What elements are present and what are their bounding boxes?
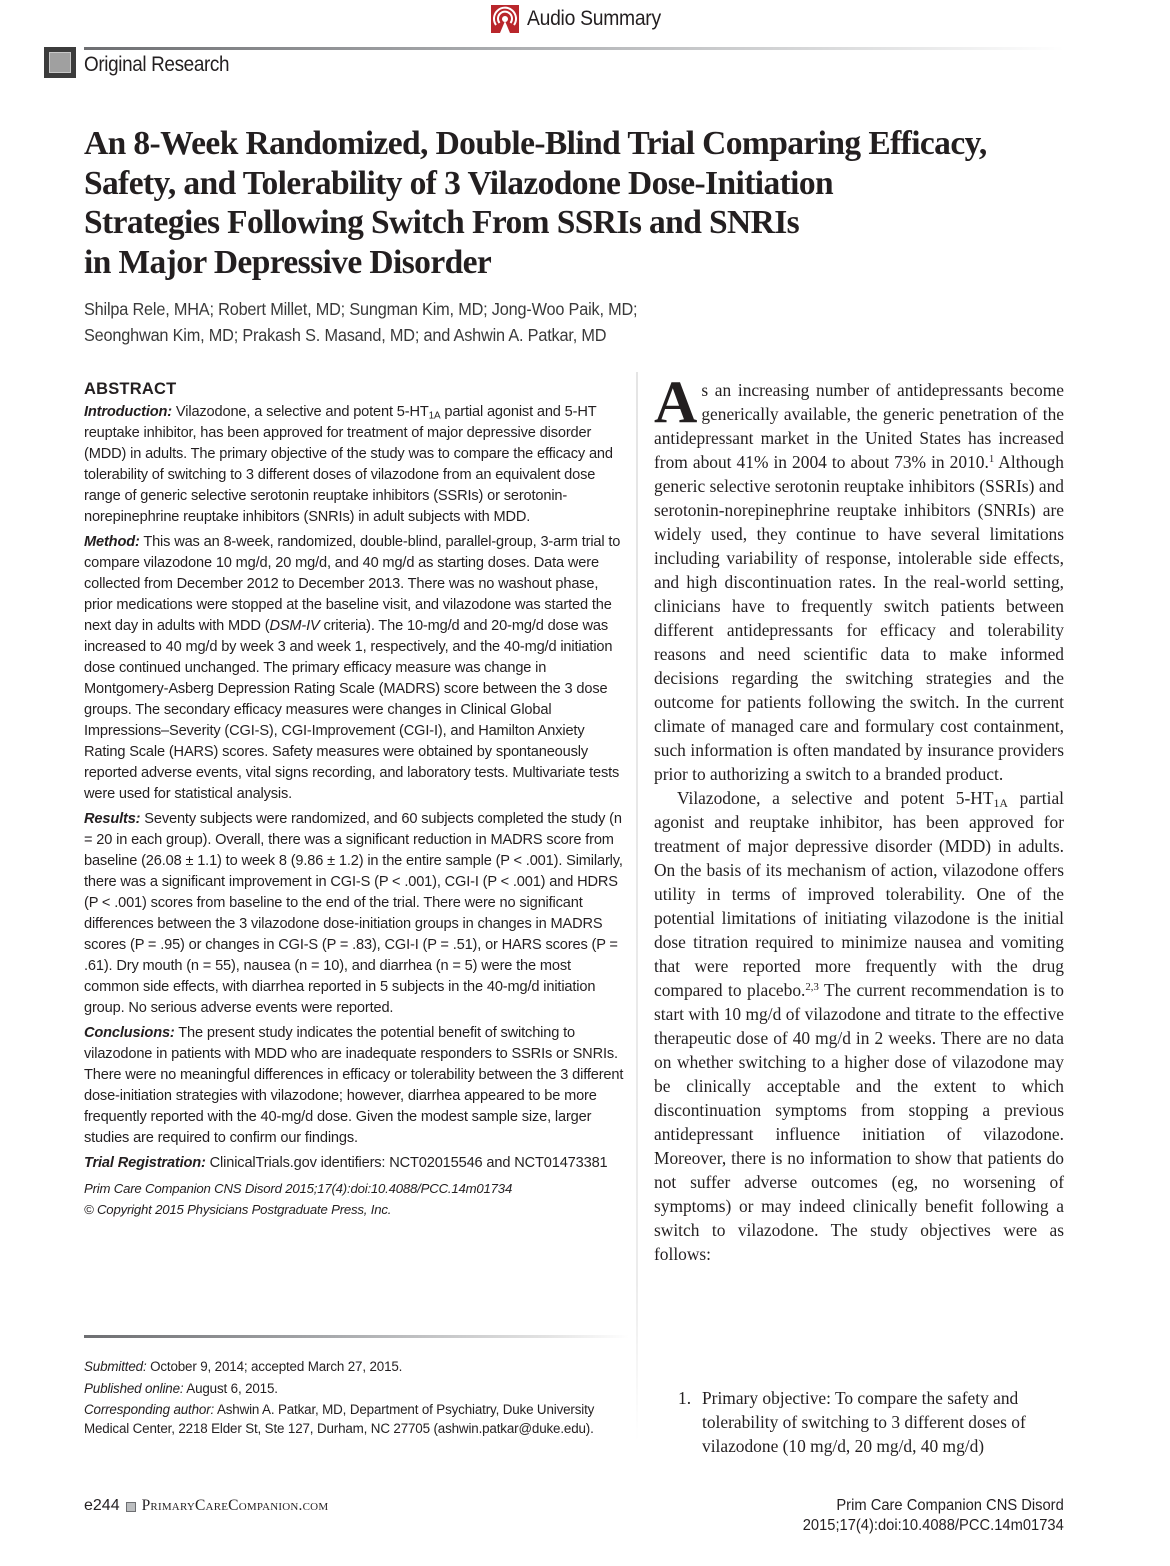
footer-square-icon (126, 1502, 136, 1512)
author-list (84, 296, 784, 348)
reference-link[interactable]: 2,3 (805, 981, 819, 994)
article-meta (84, 1358, 629, 1441)
abstract-conclusions (84, 1023, 624, 1149)
article-title (84, 124, 1074, 282)
section-label: Original Research (84, 53, 230, 76)
method-italic: DSM-IV (269, 618, 320, 634)
conclusions-label: Conclusions: (84, 1025, 175, 1041)
subscript: 1A (993, 795, 1008, 810)
title-line: in Major Depressive Disorder (84, 243, 492, 281)
introduction-label: Introduction: (84, 404, 173, 420)
submitted-label: Submitted: (84, 1359, 147, 1374)
title-line: Safety, and Tolerability of 3 Vilazodone Dose-Initiation (84, 164, 834, 202)
submitted-row (84, 1358, 629, 1377)
body-text-run: Although generic selective serotonin reuptake inhibitors (SSRIs) and serotonin-norepinephrine reuptake inhibitors (SNRIs) are widely used, they continue to have several limitations including variability of response, intolerable side effects, and high discontinuation rates. In the real-world setting, clinicians have to frequently switch patients between different antidepressants for efficacy and tolerability reasons and need scientific data to make informed decisions regarding the switching strategies and the outcome for patients following the switch. In the current climate of managed care and formulary cost containment, such information is often mandated by insurance providers prior to authorizing a switch to a branded product. (654, 452, 1064, 784)
subscript: 1A (428, 410, 441, 422)
body-text-run: The current recommendation is to start with 10 mg/d of vilazodone and titrate to the effective therapeutic dose of 40 mg/d in 2 weeks. There are no data on whether switching to a higher dose of vilazodone may be clinically acceptable and the extent to which discontinuation symptoms from stopping a previous antidepressant influence initiation of vilazodone. Moreover, there is no information to show that patients do not suffer adverse outcomes (eg, no worsening of symptoms) or may indeed clinically benefit following a switch to vilazodone. The study objectives were as follows: (654, 980, 1064, 1264)
objective-number: 1. (678, 1388, 692, 1408)
page-number: e244 (84, 1497, 120, 1514)
trial-registration-label: Trial Registration: (84, 1155, 206, 1171)
author-line: Seonghwan Kim, MD; Prakash S. Masand, MD; and Ashwin A. Patkar, MD (84, 325, 607, 345)
introduction-text: Vilazodone, a selective and potent 5-HT (172, 404, 429, 420)
drop-cap: A (654, 369, 698, 435)
body-paragraph-2 (654, 786, 1064, 1266)
method-text: criteria). The 10-mg/d and 20-mg/d dose was increased to 40 mg/d by week 3 and week 1, respectively, and the 40-mg/d initiation dose continued unchanged. The primary efficacy measure was change in Montgomery-Asberg Depression Rating Scale (MADRS) score between the 3 dose groups. The secondary efficacy measures were changes in Clinical Global Impressions–Severity (CGI-S), CGI-Improvement (CGI-I), and Hamilton Anxiety Rating Scale (HARS) scores. Safety measures were obtained by spontaneously reported adverse events, vital signs recording, and laboratory tests. Multivariate tests were used for statistical analysis. (84, 618, 620, 802)
published-row (84, 1380, 629, 1399)
body-text-run: s an increasing number of antidepressants become generically available, the generic penetration of the antidepressant market in the United States has increased from about 41% in 2004 to about 73% in 2010. (654, 380, 1064, 472)
column-divider (636, 372, 638, 1442)
audio-broadcast-icon (491, 5, 519, 33)
published-label: Published online: (84, 1380, 184, 1396)
journal-name: Prim Care Companion CNS Disord (836, 1497, 1064, 1514)
footer-left (84, 1497, 328, 1515)
section-square-icon (44, 47, 76, 78)
abstract-trial-registration (84, 1153, 624, 1174)
abstract-introduction (84, 402, 624, 528)
results-label: Results: (84, 811, 141, 827)
trial-registration-text[interactable]: ClinicalTrials.gov identifiers: NCT02015546 and NCT01473381 (205, 1155, 608, 1171)
audio-summary-label: Audio Summary (527, 7, 661, 30)
abstract (84, 378, 624, 1220)
title-line: Strategies Following Switch From SSRIs and SNRIs (84, 204, 800, 241)
copyright: © Copyright 2015 Physicians Postgraduate Press, Inc. (84, 1202, 392, 1217)
body-text-run: partial agonist and reuptake inhibitor, has been approved for treatment of major depressive disorder (MDD) in adults. On the basis of its mechanism of action, vilazodone offers utility in terms of improved tolerability. One of the potential limitations of initiating vilazodone is the initial dose titration required to minimize nausea and vomiting that were reported more frequently with the drug compared to placebo. (654, 788, 1064, 1000)
objective-text: Primary objective: To compare the safety and tolerability of switching to 3 different doses of vilazodone (10 mg/d, 20 mg/d, 40 mg/d) (702, 1388, 1026, 1456)
method-label: Method: (84, 534, 140, 550)
site-link[interactable]: PrimaryCareCompanion.com (141, 1497, 329, 1514)
method-text: This was an 8-week, randomized, double-blind, parallel-group, 3-arm trial to compare vilazodone 10 mg/d, 20 mg/d, and 40 mg/d as starting doses. Data were collected from December 2012 to December 2013. There was no washout phase, prior medications were stopped at the baseline visit, and vilazodone was started the next day in adults with MDD ( (84, 534, 621, 634)
reference-link[interactable]: 1 (988, 453, 995, 466)
body-text-run: Vilazodone, a selective and potent 5-HT (677, 788, 994, 808)
abstract-heading: ABSTRACT (84, 380, 177, 398)
abstract-divider (84, 1335, 629, 1338)
journal-doi: 2015;17(4):doi:10.4088/PCC.14m01734 (802, 1517, 1064, 1534)
abstract-method (84, 532, 624, 805)
introduction-text: partial agonist and 5-HT reuptake inhibitor, has been approved for treatment of major depressive disorder (MDD) in adults. The primary objective of the study was to compare the efficacy and tolerability of switching to 3 different doses of vilazodone from an equivalent dose range of generic selective serotonin reuptake inhibitors (SSRIs) or serotonin-norepinephrine reuptake inhibitors (SNRIs) in adult subjects with MDD. (84, 404, 613, 525)
results-text: Seventy subjects were randomized, and 60 subjects completed the study (n = 20 in each group). Overall, there was a significant reduction in MADRS score from baseline (26.08 ± 1.1) to week 8 (9.86 ± 1.2) in the entire sample (P < .001). Similarly, there was a significant improvement in CGI-S (P < .001), CGI-I (P < .001) and HDRS (P < .001) scores from baseline to the end of the trial. There were no significant differences between the 3 vilazodone dose-initiation groups in changes in MADRS scores (P = .95) or changes in CGI-S (P = .83), CGI-I (P = .51), or HARS scores (P = .61). Dry mouth (n = 55), nausea (n = 10), and diarrhea (n = 5) were the most common side effects, with diarrhea reported in 5 subjects in the 40-mg/d initiation group. No serious adverse events were reported. (84, 811, 623, 1016)
objectives-list (678, 1386, 1068, 1458)
body-text (654, 369, 1064, 1266)
published-value: August 6, 2015. (183, 1380, 278, 1396)
corresponding-label: Corresponding author: (84, 1402, 215, 1417)
abstract-results (84, 809, 624, 1019)
footer-journal (780, 1496, 1064, 1536)
corresponding-value[interactable]: Ashwin A. Patkar, MD, Department of Psychiatry, Duke University Medical Center, 2218 Elder St, Ste 127, Durham, NC 27705 (ashwin.patkar@duke.edu). (84, 1402, 595, 1436)
title-line: An 8-Week Randomized, Double-Blind Trial Comparing Efficacy, (84, 125, 987, 162)
conclusions-text: The present study indicates the potential benefit of switching to vilazodone in patients with MDD who are inadequate responders to SSRIs or SNRIs. There were no meaningful differences in efficacy or tolerability between the 3 different dose-initiation strategies with vilazodone; however, diarrhea appeared to be more frequently reported with the 40-mg/d dose. Given the modest sample size, larger studies are required to confirm our findings. (84, 1025, 624, 1146)
citation: Prim Care Companion CNS Disord 2015;17(4):doi:10.4088/PCC.14m01734 (84, 1181, 513, 1196)
objective-item (678, 1386, 1068, 1458)
corresponding-row (84, 1401, 629, 1438)
author-line: Shilpa Rele, MHA; Robert Millet, MD; Sungman Kim, MD; Jong-Woo Paik, MD; (84, 299, 638, 319)
audio-summary-button[interactable] (491, 4, 673, 34)
body-paragraph-1 (654, 369, 1064, 786)
section-rule (84, 47, 1064, 50)
submitted-value: October 9, 2014; accepted March 27, 2015. (146, 1359, 403, 1374)
